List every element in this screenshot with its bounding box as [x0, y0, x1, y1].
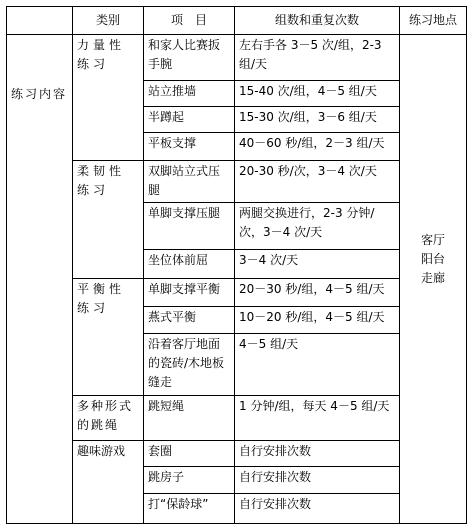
exercise-plan-table: [6, 6, 467, 524]
item-cell: 沿着客厅地面的瓷砖/木地板缝走: [144, 334, 235, 396]
header-place: 练习地点: [400, 7, 467, 35]
item-cell: 半蹲起: [144, 107, 235, 133]
item-cell: 燕式平衡: [144, 307, 235, 334]
category-name: 力量性练习: [73, 35, 144, 160]
header-sets-reps: 组数和重复次数: [235, 7, 400, 35]
category-name: 平衡性练习: [73, 278, 144, 395]
table-row: [7, 396, 467, 440]
item-cell: 坐位体前屈: [144, 249, 235, 278]
sets-cell: 4－5 组/天: [235, 334, 400, 396]
item-cell: 站立推墙: [144, 81, 235, 107]
item-cell: 打“保龄球”: [144, 493, 235, 523]
header-category: 类别: [73, 7, 144, 35]
item-cell: 跳短绳: [144, 396, 235, 440]
header-blank-cell: [7, 7, 73, 35]
item-cell: 套圈: [144, 440, 235, 466]
item-cell: 双脚站立式压腿: [144, 160, 235, 202]
sets-cell: 20－30 秒/组，4－5 组/天: [235, 278, 400, 306]
table-row: [7, 35, 467, 81]
item-cell: 平板支撑: [144, 133, 235, 160]
header-row: [7, 7, 467, 35]
section-label: 练习内容: [7, 35, 73, 524]
table-row: [7, 278, 467, 306]
sets-cell: 20-30 秒/次，3－4 次/天: [235, 160, 400, 202]
sets-cell: 自行安排次数: [235, 440, 400, 466]
item-cell: 和家人比赛扳手腕: [144, 35, 235, 81]
item-cell: 单脚支撑压腿: [144, 202, 235, 249]
sets-cell: 自行安排次数: [235, 466, 400, 493]
exercise-plan-sheet: [6, 6, 466, 524]
header-item: 项 目: [144, 7, 235, 35]
item-cell: 跳房子: [144, 466, 235, 493]
sets-cell: 10－20 秒/组，4－5 组/天: [235, 307, 400, 334]
sets-cell: 两腿交换进行，2-3 分钟/次，3－4 次/天: [235, 202, 400, 249]
sets-cell: 1 分钟/组，每天 4－5 组/天: [235, 396, 400, 440]
sets-cell: 左右手各 3－5 次/组，2-3 组/天: [235, 35, 400, 81]
category-name: 多种形式的跳绳: [73, 396, 144, 440]
place-cell: 客厅 阳台 走廊: [400, 35, 467, 524]
table-row: [7, 160, 467, 202]
sets-cell: 40－60 秒/组，2－3 组/天: [235, 133, 400, 160]
sets-cell: 自行安排次数: [235, 493, 400, 523]
sets-cell: 15-30 次/组，3－6 组/天: [235, 107, 400, 133]
sets-cell: 3－4 次/天: [235, 249, 400, 278]
table-row: [7, 440, 467, 466]
category-name: 趣味游戏: [73, 440, 144, 523]
item-cell: 单脚支撑平衡: [144, 278, 235, 306]
category-name: 柔韧性练习: [73, 160, 144, 278]
sets-cell: 15-40 次/组，4－5 组/天: [235, 81, 400, 107]
